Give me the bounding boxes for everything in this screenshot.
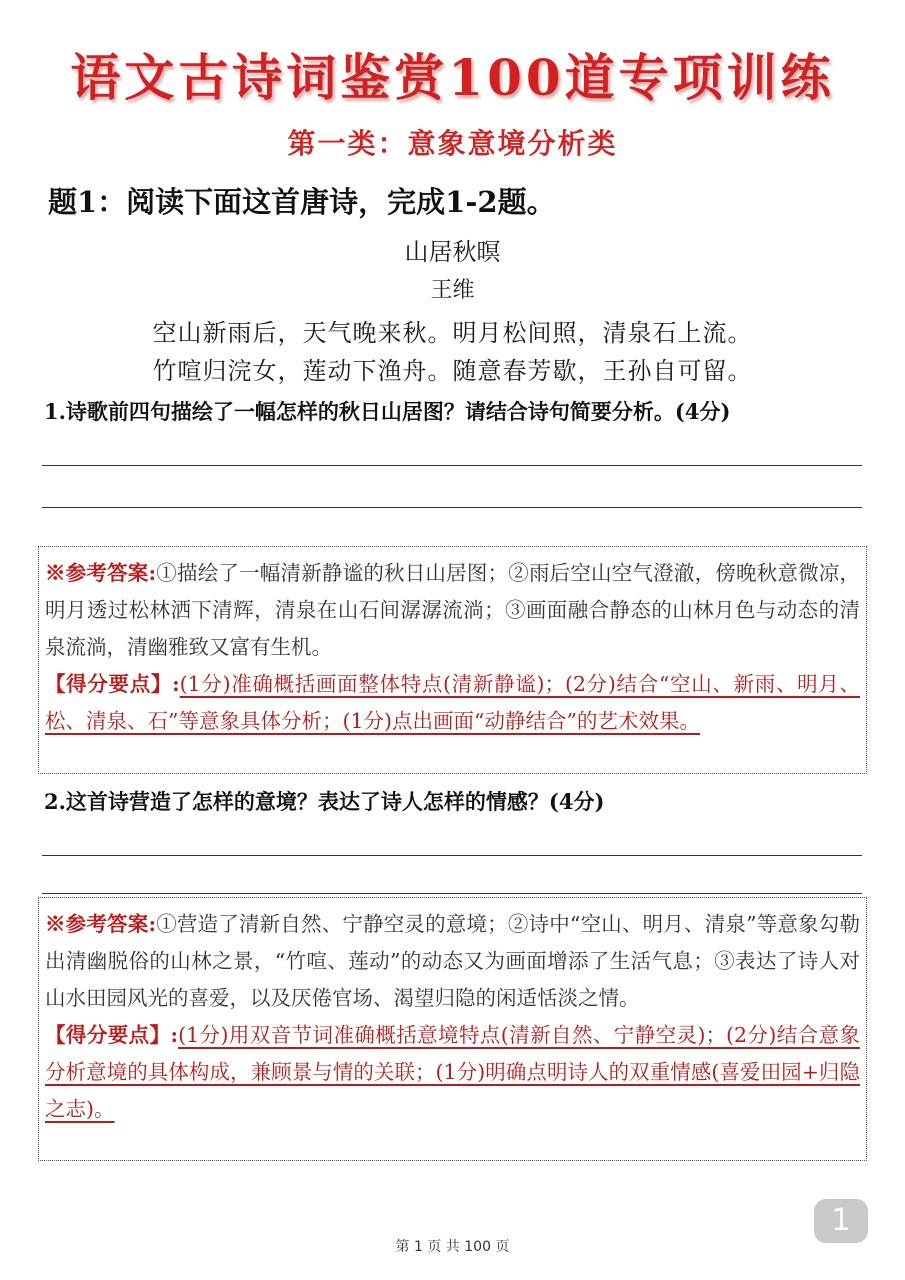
poem-line: 空山新雨后，天气晚来秋。明月松间照，清泉石上流。 <box>152 319 753 347</box>
answer-text: ①营造了清新自然、宁静空灵的意境；②诗中“空山、明月、清泉”等意象勾勒出清幽脱俗的山林之景，“竹喧、莲动”的动态又为画面增添了生活气息；③表达了诗人对山水田园风光的喜爱，以及厌倦官场、渴望归隐的闲适恬淡之情。 <box>45 912 860 1010</box>
answer-label: ※参考答案 <box>45 561 149 585</box>
poem-title: 山居秋暝 <box>404 238 501 266</box>
question-1: 1.诗歌前四句描绘了一幅怎样的秋日山居图？请结合诗句简要分析。(4分) <box>44 399 731 424</box>
answer-line[interactable] <box>42 855 862 856</box>
points-label: 【得分要点】 <box>45 672 173 696</box>
answer-text: ①描绘了一幅清新静谧的秋日山居图；②雨后空山空气澄澈，傍晚秋意微凉，明月透过松林洒下清辉，清泉在山石间潺潺流淌；③画面融合静态的山林月色与动态的清泉流淌，清幽雅致又富有生机。 <box>45 561 860 659</box>
answer-label: ※参考答案 <box>45 912 149 936</box>
section-subtitle: 第一类：意象意境分析类 <box>287 127 618 160</box>
document-title: 语文古诗词鉴赏100道专项训练 <box>70 48 835 107</box>
scoring-points: 【得分要点】:(1分)用双音节词准确概括意境特点(清新自然、宁静空灵)；(2分)结合意象分析意境的具体构成，兼顾景与情的关联；(1分)明确点明诗人的双重情感(喜爱田园+归隐之志)。 <box>45 1023 861 1121</box>
answer-line[interactable] <box>42 465 862 466</box>
poem-author: 王维 <box>430 278 475 303</box>
points-text: (1分)准确概括画面整体特点(清新静谧)；(2分)结合“空山、新雨、明月、松、清泉、石”等意象具体分析；(1分)点出画面“动静结合”的艺术效果。 <box>45 672 860 733</box>
poem-line: 竹喧归浣女，莲动下渔舟。随意春芳歇，王孙自可留。 <box>152 357 753 385</box>
points-label: 【得分要点】 <box>45 1023 171 1047</box>
reference-answer-box-2 <box>38 897 867 1161</box>
reference-answer: ※参考答案:①营造了清新自然、宁静空灵的意境；②诗中“空山、明月、清泉”等意象勾勒出清幽脱俗的山林之景，“竹喧、莲动”的动态又为画面增添了生活气息；③表达了诗人对山水田园风光的喜爱，以及厌倦官场、渴望归隐的闲适恬淡之情。 <box>45 912 860 1010</box>
reference-answer-box-1 <box>38 546 867 774</box>
question-group-heading: 题1：阅读下面这首唐诗，完成1-2题。 <box>48 185 556 219</box>
answer-line[interactable] <box>42 893 862 894</box>
question-2: 2.这首诗营造了怎样的意境？表达了诗人怎样的情感？(4分) <box>44 789 605 814</box>
answer-line[interactable] <box>42 507 862 508</box>
reference-answer: ※参考答案:①描绘了一幅清新静谧的秋日山居图；②雨后空山空气澄澈，傍晚秋意微凉，明月透过松林洒下清辉，清泉在山石间潺潺流淌；③画面融合静态的山林月色与动态的清泉流淌，清幽雅致又富有生机。 <box>45 561 860 659</box>
page-number-badge[interactable]: 1 <box>814 1199 868 1243</box>
points-text: (1分)用双音节词准确概括意境特点(清新自然、宁静空灵)；(2分)结合意象分析意境的具体构成，兼顾景与情的关联；(1分)明确点明诗人的双重情感(喜爱田园+归隐之志)。 <box>45 1023 861 1121</box>
page-footer: 第 1 页 共 100 页 <box>395 1239 510 1255</box>
scoring-points: 【得分要点】:(1分)准确概括画面整体特点(清新静谧)；(2分)结合“空山、新雨、明月、松、清泉、石”等意象具体分析；(1分)点出画面“动静结合”的艺术效果。 <box>45 672 860 733</box>
